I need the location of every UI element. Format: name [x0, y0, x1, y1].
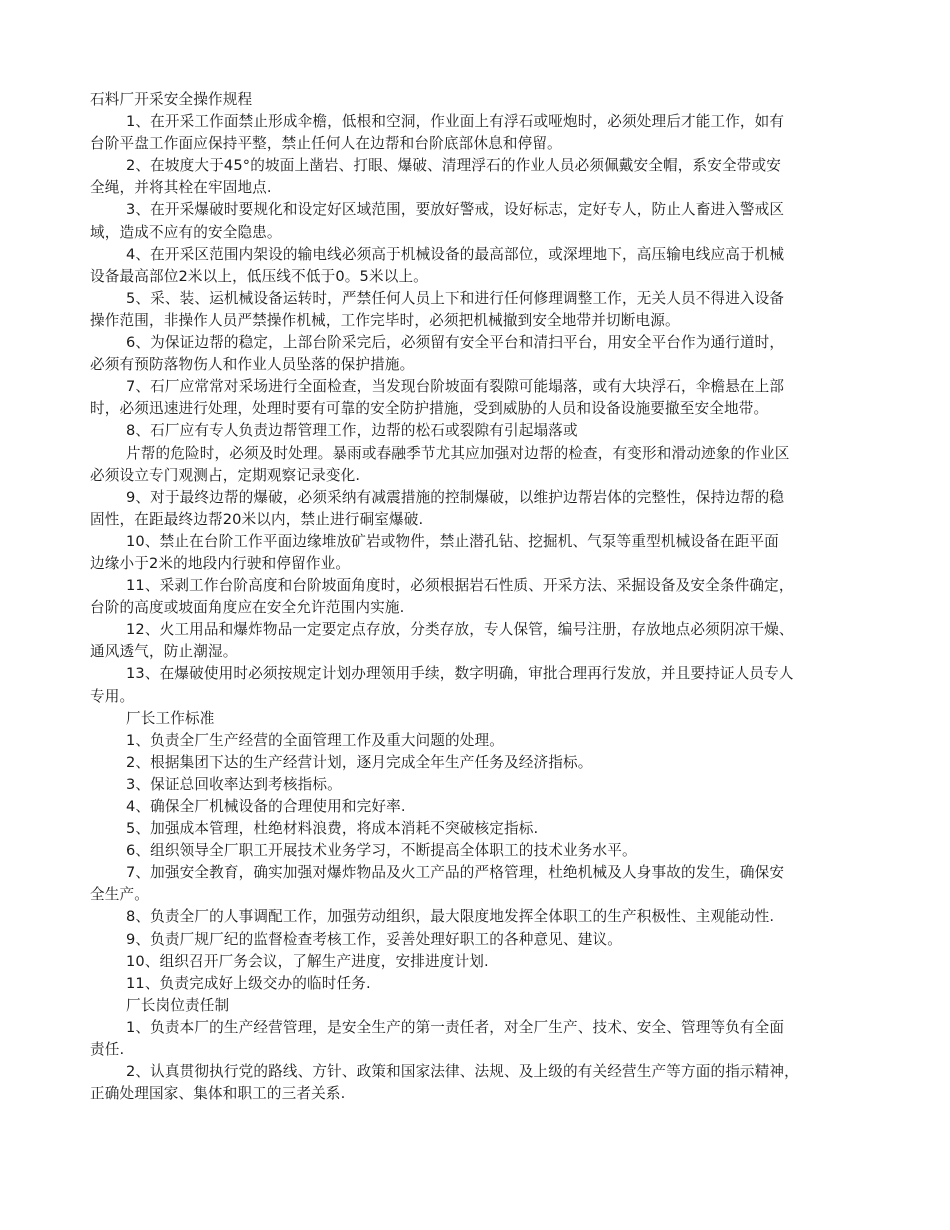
- text-line: 正确处理国家、集体和职工的三者关系.: [90, 1085, 346, 1103]
- text-line: 必须有预防落物伤人和作业人员坠落的保护措施。: [90, 356, 415, 374]
- text-line: 通风透气，防止潮湿。: [90, 643, 238, 661]
- text-line: 4、在开采区范围内架设的输电线必须高于机械设备的最高部位，或深埋地下，高压输电线应高于机械: [126, 245, 785, 263]
- text-line: 11、负责完成好上级交办的临时任务.: [126, 974, 371, 992]
- text-line: 厂长工作标准: [126, 709, 215, 727]
- text-line: 操作范围，非操作人员严禁操作机械，工作完毕时，必须把机械撤到安全地带并切断电源。: [90, 311, 680, 329]
- text-line: 7、加强安全教育，确实加强对爆炸物品及火工产品的严格管理，杜绝机械及人身事故的发生，确保安: [126, 864, 785, 882]
- text-line: 责任.: [90, 1041, 125, 1059]
- text-line: 台阶的高度或坡面角度应在安全允许范围内实施.: [90, 599, 405, 617]
- text-line: 5、加强成本管理，杜绝材料浪费，将成本消耗不突破核定指标.: [126, 820, 539, 838]
- text-line: 2、认真贯彻执行党的路线、方针、政策和国家法律、法规、及上级的有关经营生产等方面的指示精神，: [126, 1063, 799, 1081]
- text-line: 1、负责本厂的生产经营管理，是安全生产的第一责任者，对全厂生产、技术、安全、管理等负有全面: [126, 1018, 785, 1036]
- text-line: 全生产。: [90, 886, 149, 904]
- text-line: 3、保证总回收率达到考核指标。: [126, 775, 342, 793]
- text-line: 设备最高部位2米以上，低压线不低于0。5米以上。: [90, 267, 428, 285]
- text-line: 1、在开采工作面禁止形成伞檐，低根和空洞，作业面上有浮石或哑炮时，必须处理后才能工作，如有: [126, 113, 785, 131]
- text-line: 6、为保证边帮的稳定，上部台阶采完后，必须留有安全平台和清扫平台，用安全平台作为通行道时，: [126, 334, 785, 352]
- text-line: 8、石厂应有专人负责边帮管理工作，边帮的松石或裂隙有引起塌落或: [126, 422, 578, 440]
- document-page: [90, 89, 862, 1105]
- text-line: 3、在开采爆破时要规化和设定好区域范围，要放好警戒，设好标志，定好专人，防止人畜进入警戒区: [126, 201, 785, 219]
- text-line: 厂长岗位责任制: [126, 996, 230, 1014]
- text-line: 专用。: [90, 687, 135, 705]
- text-line: 必须设立专门观测占，定期观察记录变化.: [90, 466, 361, 484]
- text-line: 边缘小于2米的地段内行驶和停留作业。: [90, 554, 351, 572]
- document-title: 石料厂开采安全操作规程: [90, 91, 253, 108]
- text-line: 11、采剥工作台阶高度和台阶坡面角度时，必须根据岩石性质、开采方法、采掘设备及安全条件确定，: [126, 577, 794, 595]
- document-body: [90, 111, 862, 1105]
- text-line: 5、采、装、运机械设备运转时，严禁任何人员上下和进行任何修理调整工作，无关人员不得进入设备: [126, 289, 785, 307]
- text-line: 10、组织召开厂务会议，了解生产进度，安排进度计划.: [126, 952, 489, 970]
- text-line: 12、火工用品和爆炸物品一定要定点存放，分类存放，专人保管，编号注册，存放地点必须阴凉干燥、: [126, 621, 794, 639]
- text-line: 8、负责全厂的人事调配工作，加强劳动组织，最大限度地发挥全体职工的生产积极性、主观能动性.: [126, 908, 775, 926]
- text-line: 1、负责全厂生产经营的全面管理工作及重大问题的处理。: [126, 731, 505, 749]
- text-line: 7、石厂应常常对采场进行全面检查，当发现台阶坡面有裂隙可能塌落，或有大块浮石，伞檐悬在上部: [126, 378, 785, 396]
- text-line: 时，必须迅速进行处理，处理时要有可靠的安全防护措施，受到威胁的人员和设备设施要撤至安全地带。: [90, 400, 769, 418]
- text-line: 域，造成不应有的安全隐患。: [90, 223, 282, 241]
- text-line: 10、禁止在台阶工作平面边缘堆放矿岩或物件，禁止潜孔钻、挖掘机、气泵等重型机械设备在距平面: [126, 532, 779, 550]
- text-line: 片帮的危险时，必须及时处理。暴雨或春融季节尤其应加强对边帮的检查，有变形和滑动迹象的作业区: [126, 444, 790, 462]
- text-line: 固性，在距最终边帮20米以内，禁止进行硐室爆破.: [90, 510, 424, 528]
- text-line: 9、负责厂规厂纪的监督检查考核工作，妥善处理好职工的各种意见、建议。: [126, 930, 622, 948]
- text-line: 4、确保全厂机械设备的合理使用和完好率.: [126, 798, 406, 815]
- text-line: 全绳，并将其栓在牢固地点.: [90, 179, 272, 197]
- text-line: 6、组织领导全厂职工开展技术业务学习，不断提高全体职工的技术业务水平。: [126, 842, 637, 860]
- text-line: 台阶平盘工作面应保持平整，禁止任何人在边帮和台阶底部休息和停留。: [90, 135, 562, 153]
- text-line: 2、根据集团下达的生产经营计划，逐月完成全年生产任务及经济指标。: [126, 753, 593, 771]
- text-line: 13、在爆破使用时必须按规定计划办理领用手续，数字明确，审批合理再行发放，并且要持证人员专人: [126, 665, 794, 683]
- text-line: 9、对于最终边帮的爆破，必须采纳有减震措施的控制爆破，以维护边帮岩体的完整性，保持边帮的稳: [126, 488, 785, 506]
- text-line: 2、在坡度大于45°的坡面上凿岩、打眼、爆破、清理浮石的作业人员必须佩戴安全帽，系安全带或安: [126, 157, 781, 175]
